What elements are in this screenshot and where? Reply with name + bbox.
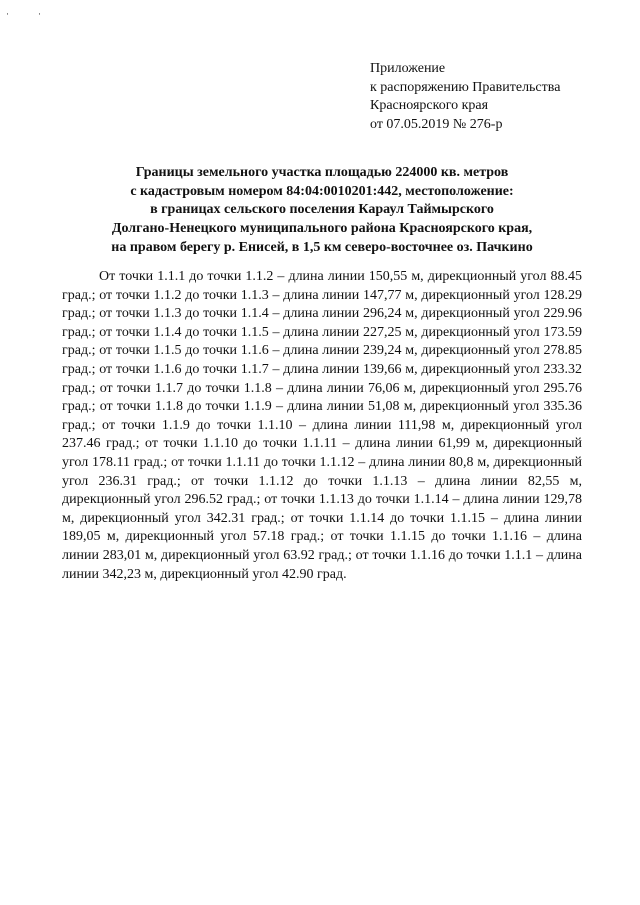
boundary-description: От точки 1.1.1 до точки 1.1.2 – длина линии 150,55 м, дирекционный угол 88.45 град.; от точки 1.1.2 до точки 1.1.3 – длина линии 147,77 м, дирекционный угол 128.29 град.; от точки 1.1.3 до точки 1.1.4 – длина линии 296,24 м, дирекционный угол 229.96 град.; от точки 1.1.4 до точки 1.1.5 – длина линии 227,25 м, дирекционный угол 173.59 град.; от точки 1.1.5 до точки 1.1.6 – длина линии 239,24 м, дирекционный угол 278.85 град.; от точки 1.1.6 до точки 1.1.7 – длина линии 139,66 м, дирекционный угол 233.32 град.; от точки 1.1.7 до точки 1.1.8 – длина линии 76,06 м, дирекционный угол 295.76 град.; от точки 1.1.8 до точки 1.1.9 – длина линии 51,08 м, дирекционный угол 335.36 град.; от точки 1.1.9 до точки 1.1.10 – длина линии 111,98 м, дирекционный угол 237.46 град.; от точки 1.1.10 до точки 1.1.11 – длина линии 61,99 м, дирекционный угол 178.11 град.; от точки 1.1.11 до точки 1.1.12 – длина линии 80,8 м, дирекционный угол 236.31 град.; от точки 1.1.12 до точки 1.1.13 – длина линии 82,55 м, дирекционный угол 296.52 град.; от точки 1.1.13 до точки 1.1.14 – длина линии 129,78 м, дирекционный угол 342.31 град.; от точки 1.1.14 до точки 1.1.15 – длина линии 189,05 м, дирекционный угол 57.18 град.; от точки 1.1.15 до точки 1.1.16 – длина линии 283,01 м, дирекционный угол 63.92 град.; от точки 1.1.16 до точки 1.1.1 – длина линии 342,23 м, дирекционный угол 42.90 град. xyxy=(62,269,582,582)
document-title xyxy=(62,164,582,258)
appendix-region: Красноярского края xyxy=(370,98,489,113)
title-line: Границы земельного участка площадью 224000 кв. метров xyxy=(135,165,509,180)
title-line: с кадастровым номером 84:04:0010201:442, местоположение: xyxy=(130,183,514,199)
scan-speck: · xyxy=(38,9,41,19)
title-line: на правом берегу р. Енисей, в 1,5 км северо-восточнее оз. Пачкино xyxy=(111,239,533,255)
appendix-date-number: от 07.05.2019 № 276-р xyxy=(370,116,503,132)
appendix-header xyxy=(370,60,630,134)
appendix-label: Приложение xyxy=(370,61,446,76)
scan-speck: · xyxy=(6,9,9,19)
title-line: в границах сельского поселения Караул Таймырского xyxy=(150,202,494,218)
appendix-reference: к распоряжению Правительства xyxy=(370,79,561,95)
title-line: Долгано-Ненецкого муниципального района Красноярского края, xyxy=(111,221,533,237)
